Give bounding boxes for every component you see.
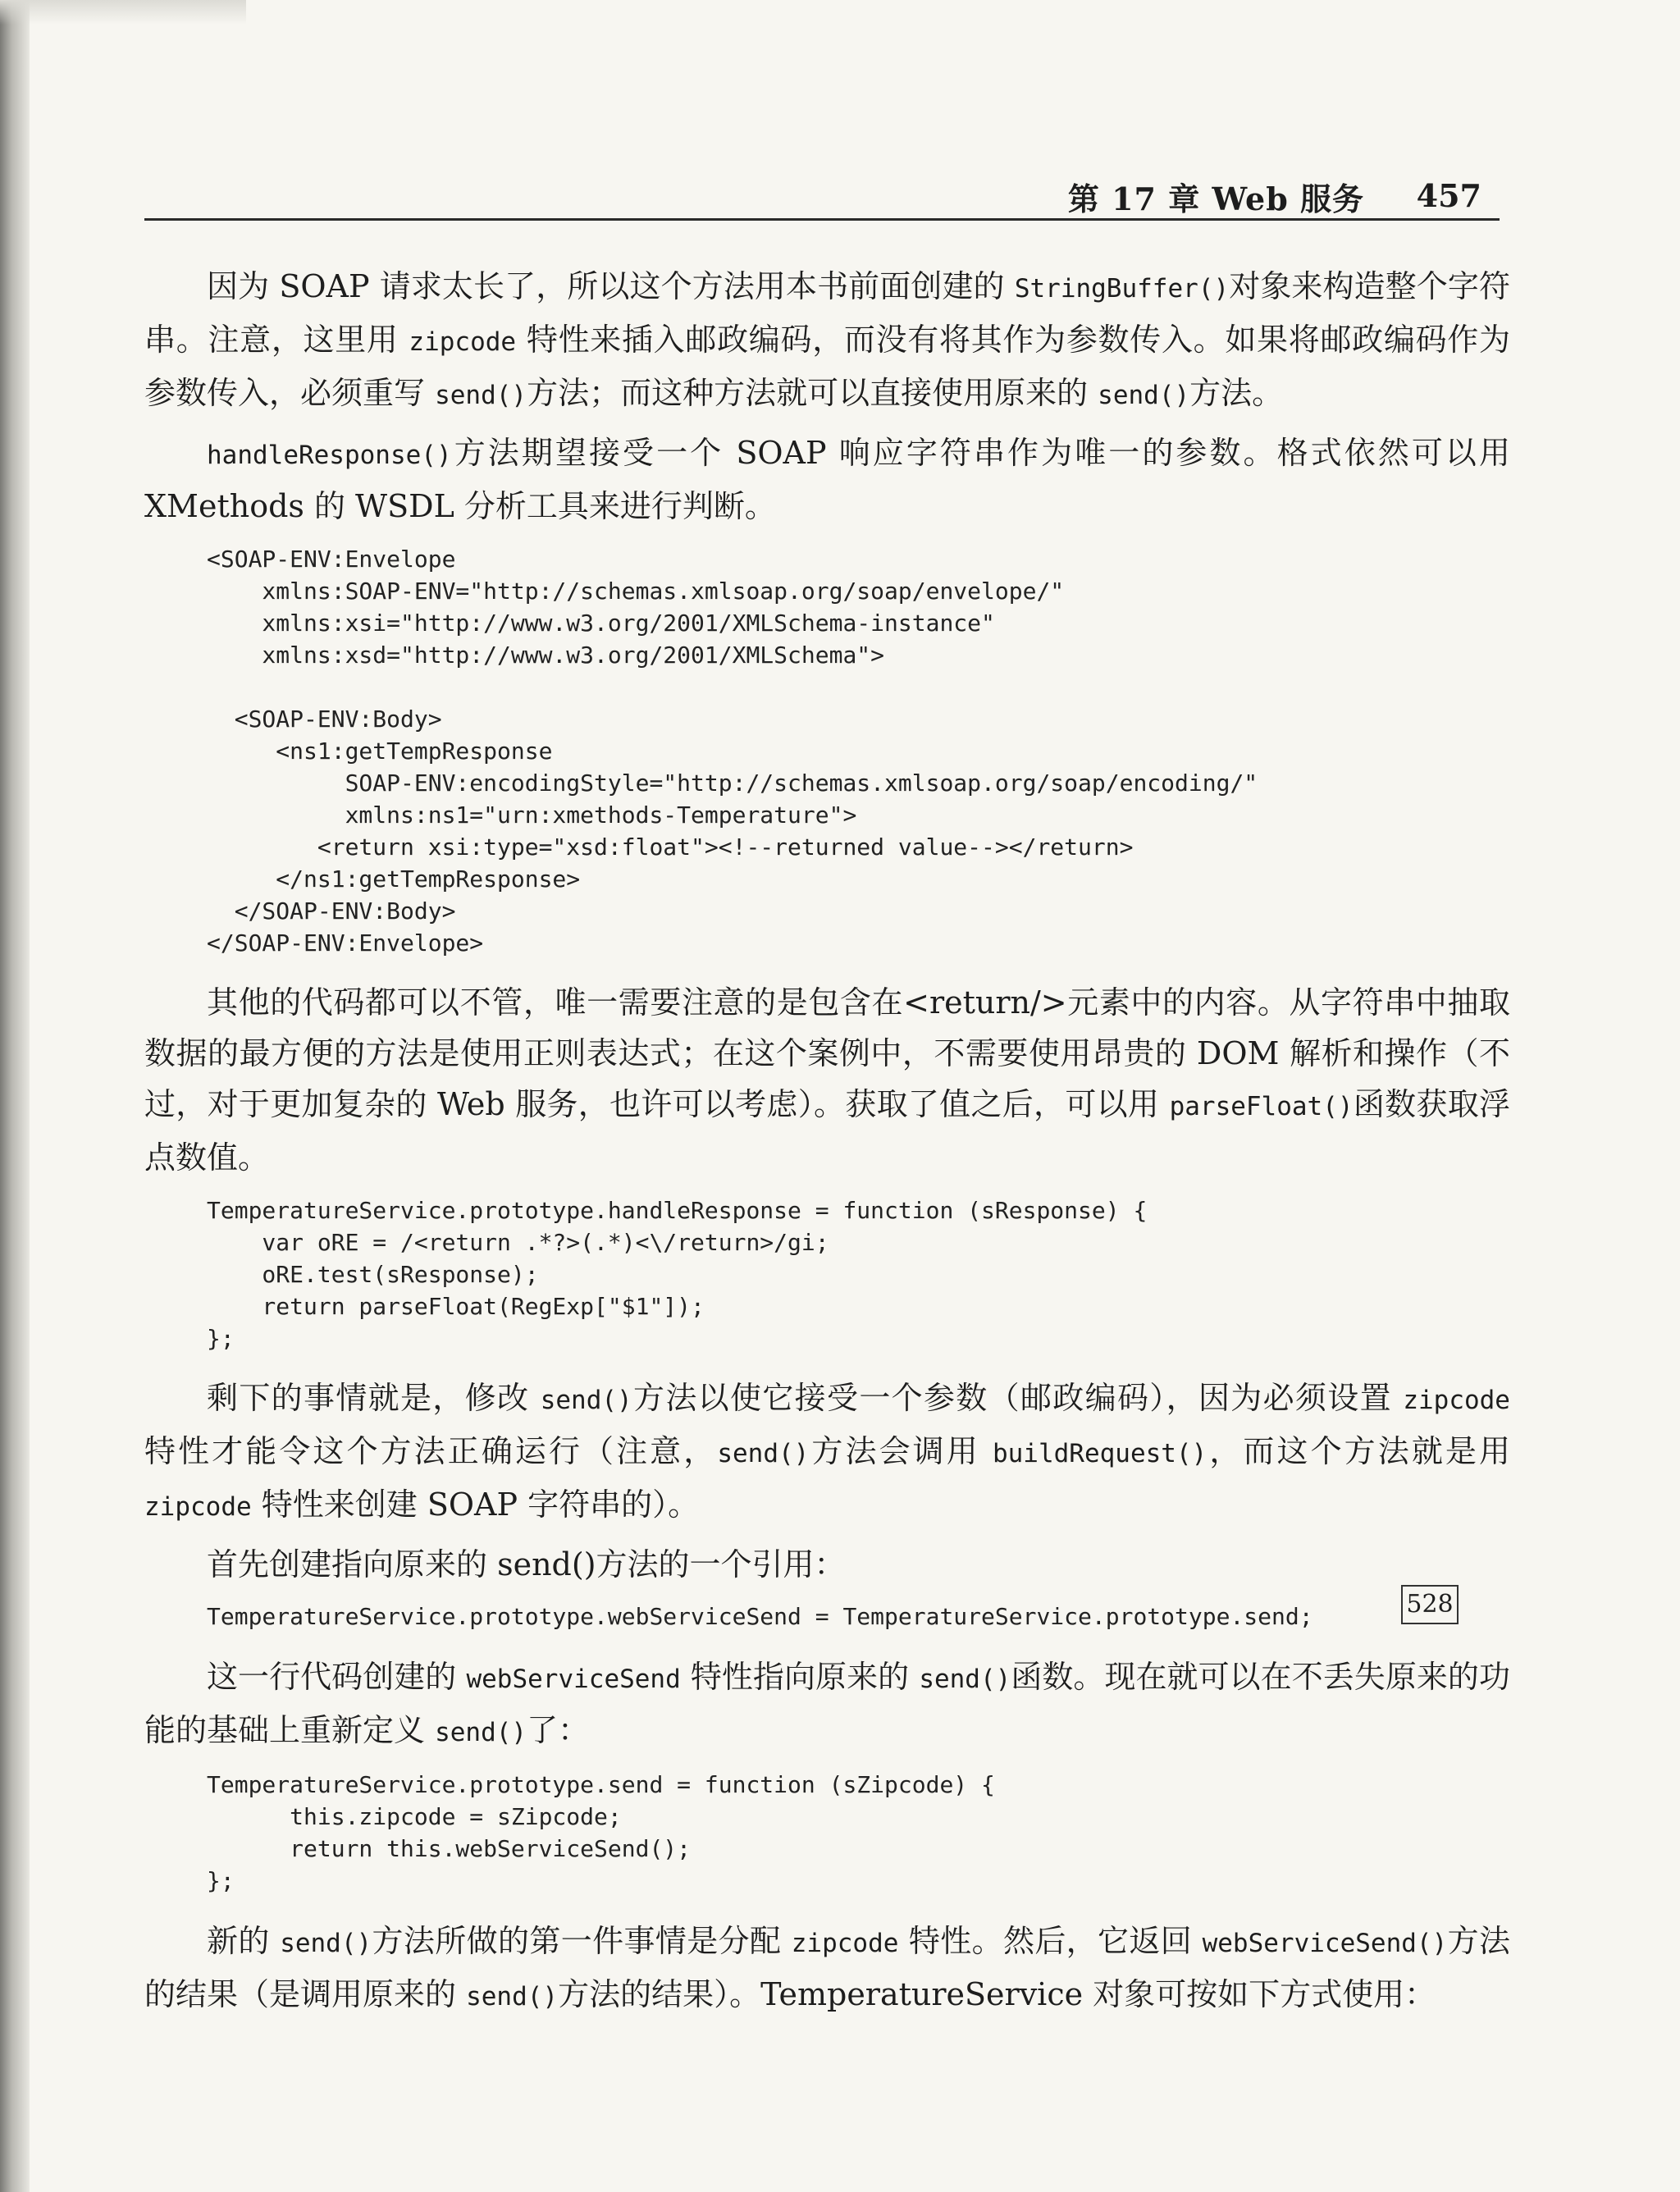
text-run: 方法所做的第一件事情是分配 xyxy=(372,1923,792,1959)
inline-code: zipcode xyxy=(1403,1386,1510,1415)
code-line: <SOAP-ENV:Body> xyxy=(207,706,442,733)
running-head xyxy=(144,164,1500,221)
inline-code: send() xyxy=(540,1386,632,1415)
inline-code: webServiceSend() xyxy=(1202,1929,1448,1958)
text-run: 方法的结果）。TemperatureService 对象可按如下方式使用： xyxy=(558,1976,1436,2012)
inline-code: send() xyxy=(435,1718,527,1747)
inline-code: zipcode xyxy=(791,1929,899,1958)
code-soap-response xyxy=(207,543,1510,959)
code-line xyxy=(207,671,1510,703)
text-run: 方法会调用 xyxy=(809,1433,993,1469)
code-line: xmlns:ns1="urn:xmethods-Temperature"> xyxy=(207,801,857,829)
text-run: 函数获取浮点数值。 xyxy=(144,1086,1510,1176)
code-line: oRE.test(sResponse); xyxy=(207,1261,539,1288)
inline-code: handleResponse() xyxy=(207,441,452,470)
inline-code: send() xyxy=(435,381,527,410)
paragraph-2 xyxy=(144,427,1510,532)
text-run: 特性才能令这个方法正确运行（注意， xyxy=(144,1433,718,1469)
paragraph-1 xyxy=(144,261,1510,421)
text-run: 特性来插入邮政编码，而没有将其作为参数传入。如果将邮政编码作为参数传入，必须重写 xyxy=(144,322,1510,411)
code-line: xmlns:SOAP-ENV="http://schemas.xmlsoap.org/soap/envelope/" xyxy=(207,578,1065,605)
code-line: this.zipcode = sZipcode; xyxy=(207,1803,622,1830)
code-line: }; xyxy=(207,1867,235,1894)
code-line: <return xsi:type="xsd:float"><!--returned value--></return> xyxy=(207,833,1134,861)
text-run: 新的 xyxy=(207,1923,281,1959)
text-run: ，而这个方法就是用 xyxy=(1207,1433,1510,1469)
code-line: }; xyxy=(207,1325,235,1352)
code-line: return this.webServiceSend(); xyxy=(207,1835,692,1862)
page-top-shadow xyxy=(0,0,246,25)
code-send-reference xyxy=(207,1601,1510,1633)
text-run: 方法以使它接受一个参数（邮政编码），因为必须设置 xyxy=(632,1380,1404,1416)
inline-code: send() xyxy=(919,1665,1011,1694)
text-run: 这一行代码创建的 xyxy=(207,1659,467,1695)
code-handle-response xyxy=(207,1194,1510,1354)
code-line: </SOAP-ENV:Body> xyxy=(207,897,456,925)
paragraph-6 xyxy=(144,1651,1510,1758)
text-run: 因为 SOAP 请求太长了，所以这个方法用本书前面创建的 xyxy=(207,268,1015,304)
page-binding-shadow xyxy=(0,0,30,2192)
code-send-override xyxy=(207,1770,1510,1897)
inline-code: send() xyxy=(466,1982,559,2012)
code-line: </ns1:getTempResponse> xyxy=(207,865,581,893)
text-run: 函数。现在就可以在不丢失原来的功能的基础上重新定义 xyxy=(144,1659,1510,1748)
text-run: 特性来创建 SOAP 字符串的）。 xyxy=(251,1486,700,1523)
code-line: <ns1:getTempResponse xyxy=(207,738,553,765)
code-line: xmlns:xsi="http://www.w3.org/2001/XMLSchema-instance" xyxy=(207,610,995,637)
code-line: TemperatureService.prototype.send = function (sZipcode) { xyxy=(207,1771,995,1798)
code-line: xmlns:xsd="http://www.w3.org/2001/XMLSchema"> xyxy=(207,642,885,669)
text-run: 剩下的事情就是，修改 xyxy=(207,1380,541,1416)
paragraph-5: 首先创建指向原来的 send()方法的一个引用： xyxy=(207,1546,846,1582)
code-line: SOAP-ENV:encodingStyle="http://schemas.xmlsoap.org/soap/encoding/" xyxy=(207,769,1258,797)
page-body xyxy=(144,261,1510,2029)
text-run: 方法的结果（是调用原来的 xyxy=(144,1923,1510,2012)
text-run: 方法期望接受一个 SOAP 响应字符串作为唯一的参数。格式依然可以用 XMethods 的 WSDL 分析工具来进行判断。 xyxy=(144,435,1510,524)
code-line: </SOAP-ENV:Envelope> xyxy=(207,929,484,957)
inline-code: send() xyxy=(280,1929,372,1958)
inline-code: zipcode xyxy=(409,327,517,357)
inline-code: buildRequest() xyxy=(992,1439,1208,1468)
inline-code: parseFloat() xyxy=(1169,1092,1354,1121)
text-run: 特性。然后，它返回 xyxy=(898,1923,1203,1959)
text-run: 方法；而这种方法就可以直接使用原来的 xyxy=(527,375,1098,411)
inline-code: webServiceSend xyxy=(466,1665,681,1694)
inline-code: StringBuffer() xyxy=(1014,274,1230,304)
inline-code: zipcode xyxy=(144,1492,252,1522)
code-line: <SOAP-ENV:Envelope xyxy=(207,546,456,573)
text-run: 其他的代码都可以不管，唯一需要注意的是包含在<return/>元素中的内容。从字符串中抽取数据的最方便的方法是使用正则表达式；在这个案例中，不需要使用昂贵的 DOM 解析和操作（不过，对于更加复杂的 Web 服务，也许可以考虑）。获取了值之后，可以用 xyxy=(144,984,1510,1122)
page-number: 457 xyxy=(1416,177,1481,214)
paragraph-3 xyxy=(144,977,1510,1183)
code-line: TemperatureService.prototype.handleResponse = function (sResponse) { xyxy=(207,1197,1148,1224)
text-run: 了： xyxy=(527,1712,590,1748)
paragraph-4 xyxy=(144,1372,1510,1532)
inline-code: send() xyxy=(1098,381,1190,410)
chapter-title: 第 17 章 Web 服务 xyxy=(1067,180,1364,217)
code-line: return parseFloat(RegExp["$1"]); xyxy=(207,1293,705,1320)
code-line: TemperatureService.prototype.webServiceSend = TemperatureService.prototype.send; xyxy=(207,1603,1313,1630)
text-run: 对象来构造整个字符串。注意，这里用 xyxy=(144,268,1510,358)
text-run: 方法。 xyxy=(1189,375,1284,411)
paragraph-7 xyxy=(144,1916,1510,2022)
margin-page-reference: 528 xyxy=(1401,1585,1459,1624)
inline-code: send() xyxy=(717,1439,810,1468)
code-line: var oRE = /<return .*?>(.*)<\/return>/gi; xyxy=(207,1229,829,1256)
text-run: 特性指向原来的 xyxy=(680,1659,920,1695)
